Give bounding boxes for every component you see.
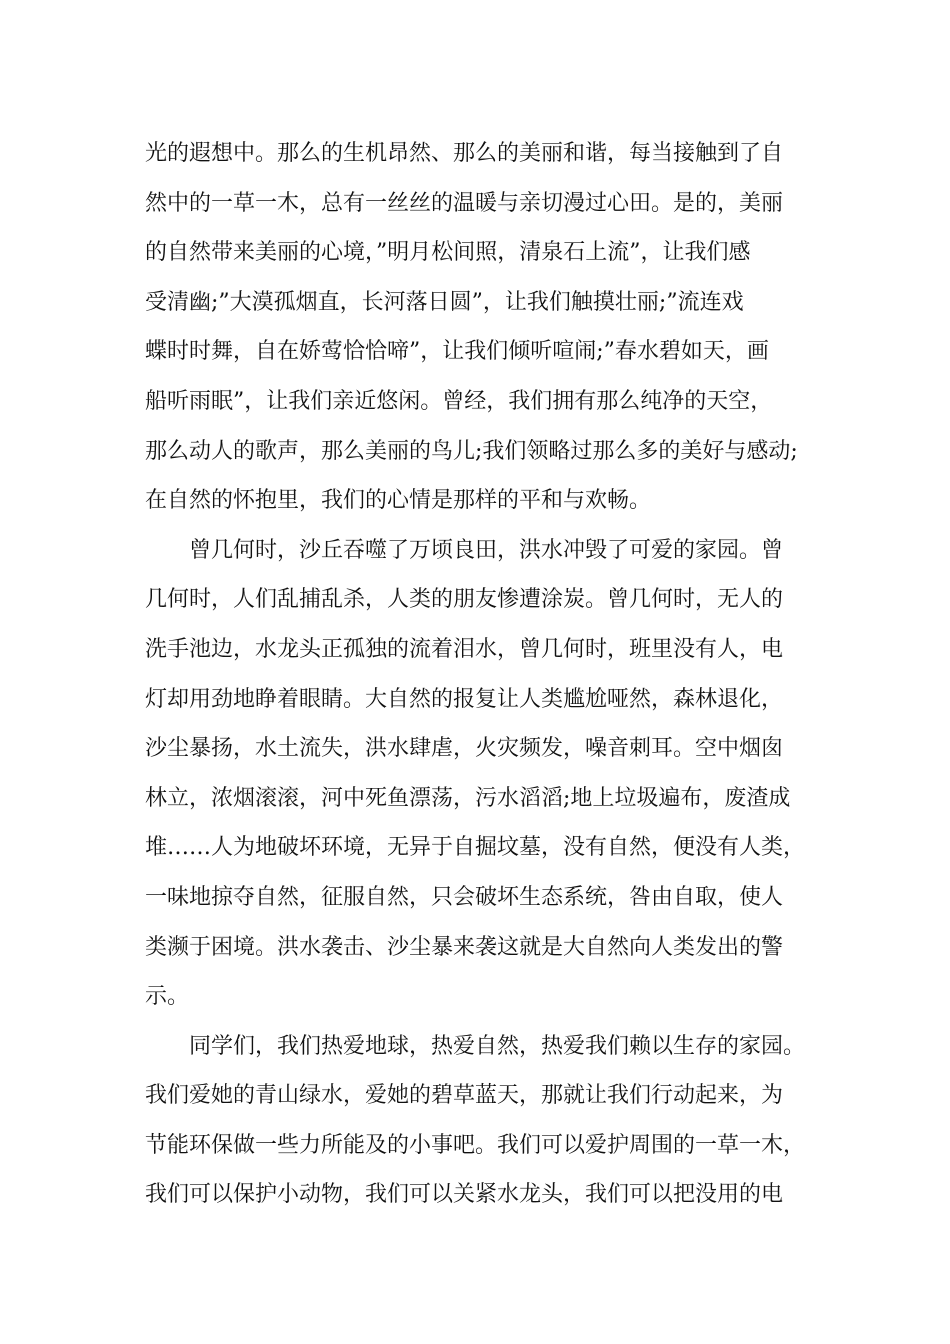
text-line: 灯却用劲地睁着眼睛。大自然的报复让人类尴尬哑然，森林退化， <box>145 686 784 712</box>
text-line: 同学们，我们热爱地球，热爱自然，热爱我们赖以生存的家园。 <box>189 1033 806 1059</box>
text-line: 的自然带来美丽的心境，”明月松间照，清泉石上流”，让我们感 <box>145 240 751 266</box>
text-line: 船听雨眠”，让我们亲近悠闲。曾经，我们拥有那么纯净的天空， <box>145 388 773 414</box>
text-line: 受清幽;”大漠孤烟直，长河落日圆”，让我们触摸壮丽;”流连戏 <box>145 289 744 315</box>
text-line: 林立，浓烟滚滚，河中死鱼漂荡，污水滔滔;地上垃圾遍布，废渣成 <box>145 785 791 811</box>
text-line: 沙尘暴扬，水土流失，洪水肆虐，火灾频发，噪音刺耳。空中烟囱 <box>145 736 784 762</box>
text-line: 我们可以保护小动物，我们可以关紧水龙头，我们可以把没用的电 <box>145 1182 784 1208</box>
text-line: 堆……人为地破坏环境，无异于自掘坟墓，没有自然，便没有人类， <box>145 835 806 861</box>
paragraph-1 <box>145 129 825 526</box>
text-line: 光的遐想中。那么的生机昂然、那么的美丽和谐，每当接触到了自 <box>145 141 784 166</box>
text-line: 曾几何时，沙丘吞噬了万顷良田，洪水冲毁了可爱的家园。曾 <box>189 537 784 563</box>
paragraph-3 <box>145 1022 825 1220</box>
text-line: 节能环保做一些力所能及的小事吧。我们可以爱护周围的一草一木， <box>145 1132 806 1158</box>
text-line: 洗手池边，水龙头正孤独的流着泪水，曾几何时，班里没有人，电 <box>145 636 784 662</box>
text-line: 然中的一草一木，总有一丝丝的温暖与亲切漫过心田。是的，美丽 <box>145 190 784 216</box>
document-page <box>145 129 825 1220</box>
paragraph-2 <box>145 526 825 1022</box>
text-line: 在自然的怀抱里，我们的心情是那样的平和与欢畅。 <box>145 488 652 514</box>
text-line: 类濒于困境。洪水袭击、沙尘暴来袭这就是大自然向人类发出的警 <box>145 934 784 960</box>
text-line: 示。 <box>145 984 190 1010</box>
text-line: 一味地掠夺自然，征服自然，只会破坏生态系统，咎由自取，使人 <box>145 884 784 910</box>
text-line: 几何时，人们乱捕乱杀，人类的朋友惨遭涂炭。曾几何时，无人的 <box>145 587 784 613</box>
text-line: 我们爱她的青山绿水，爱她的碧草蓝天，那就让我们行动起来，为 <box>145 1083 784 1109</box>
text-line: 蝶时时舞，自在娇莺恰恰啼”，让我们倾听喧闹;”春水碧如天，画 <box>145 339 769 365</box>
text-line: 那么动人的歌声，那么美丽的鸟儿;我们领略过那么多的美好与感动; <box>145 438 798 464</box>
